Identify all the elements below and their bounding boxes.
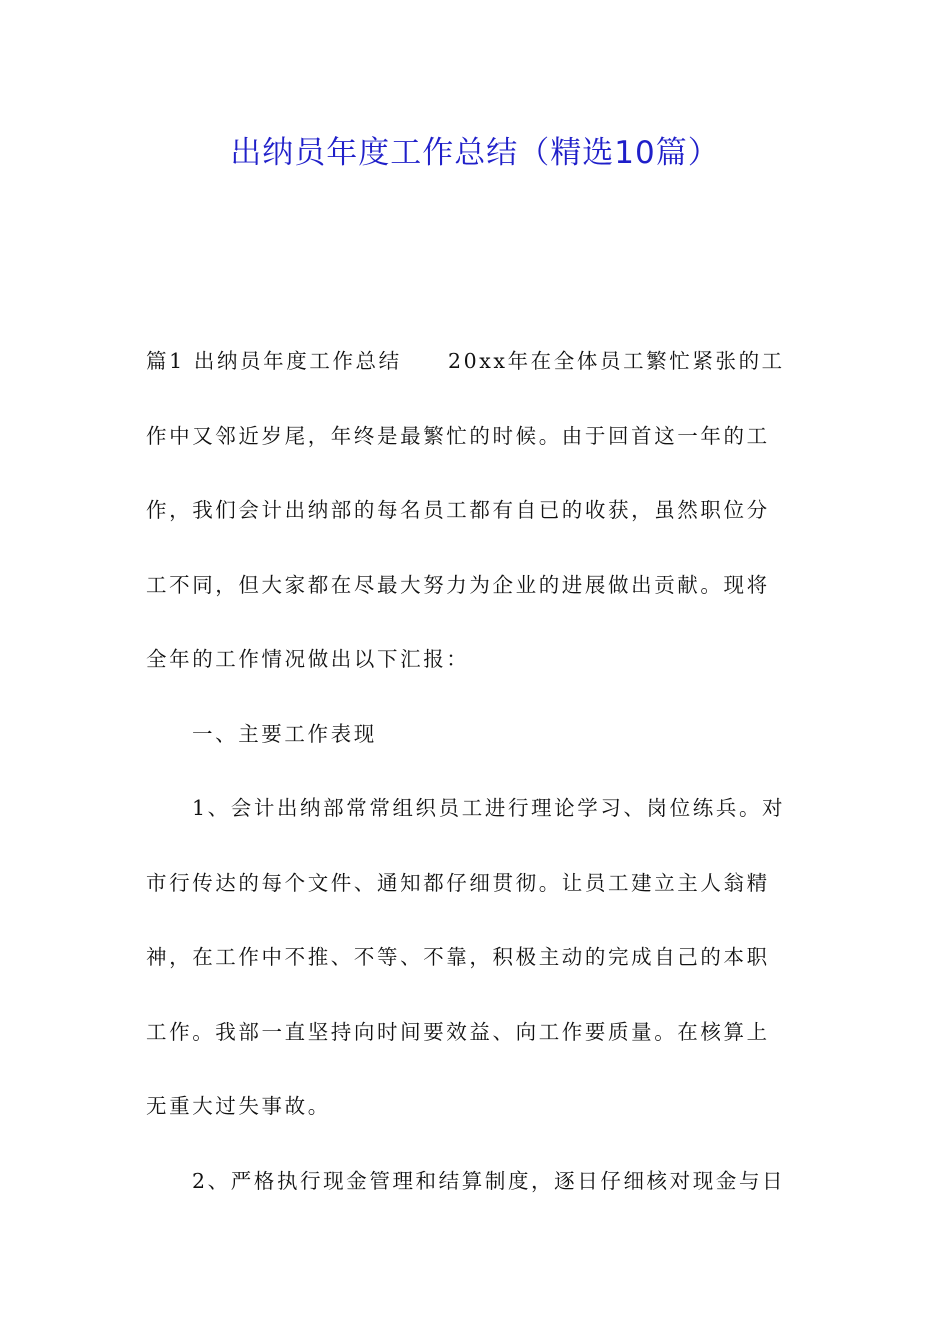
- body-line: 作，我们会计出纳部的每名员工都有自已的收获，虽然职位分: [146, 498, 770, 522]
- section-heading: 一、主要工作表现: [192, 721, 377, 746]
- body-line: 篇1 出纳员年度工作总结 20xx年在全体员工繁忙紧张的工: [146, 349, 785, 373]
- body-line: 2、严格执行现金管理和结算制度，逐日仔细核对现金与日: [192, 1168, 786, 1193]
- body-line: 全年的工作情况做出以下汇报：: [146, 647, 470, 671]
- body-line: 无重大过失事故。: [146, 1094, 331, 1118]
- body-line: 1、会计出纳部常常组织员工进行理论学习、岗位练兵。对: [192, 796, 786, 820]
- body-line: 工作。我部一直坚持向时间要效益、向工作要质量。在核算上: [146, 1019, 770, 1044]
- body-line: 神，在工作中不推、不等、不靠，积极主动的完成自己的本职: [146, 945, 770, 969]
- body-line: 工不同，但大家都在尽最大努力为企业的进展做出贡献。现将: [146, 572, 770, 597]
- body-line: 市行传达的每个文件、通知都仔细贯彻。让员工建立主人翁精: [146, 870, 770, 895]
- document-title: 出纳员年度工作总结（精选10篇）: [230, 135, 720, 171]
- document-body: [146, 335, 806, 1229]
- body-line: 作中又邻近岁尾，年终是最繁忙的时候。由于回首这一年的工: [146, 423, 770, 448]
